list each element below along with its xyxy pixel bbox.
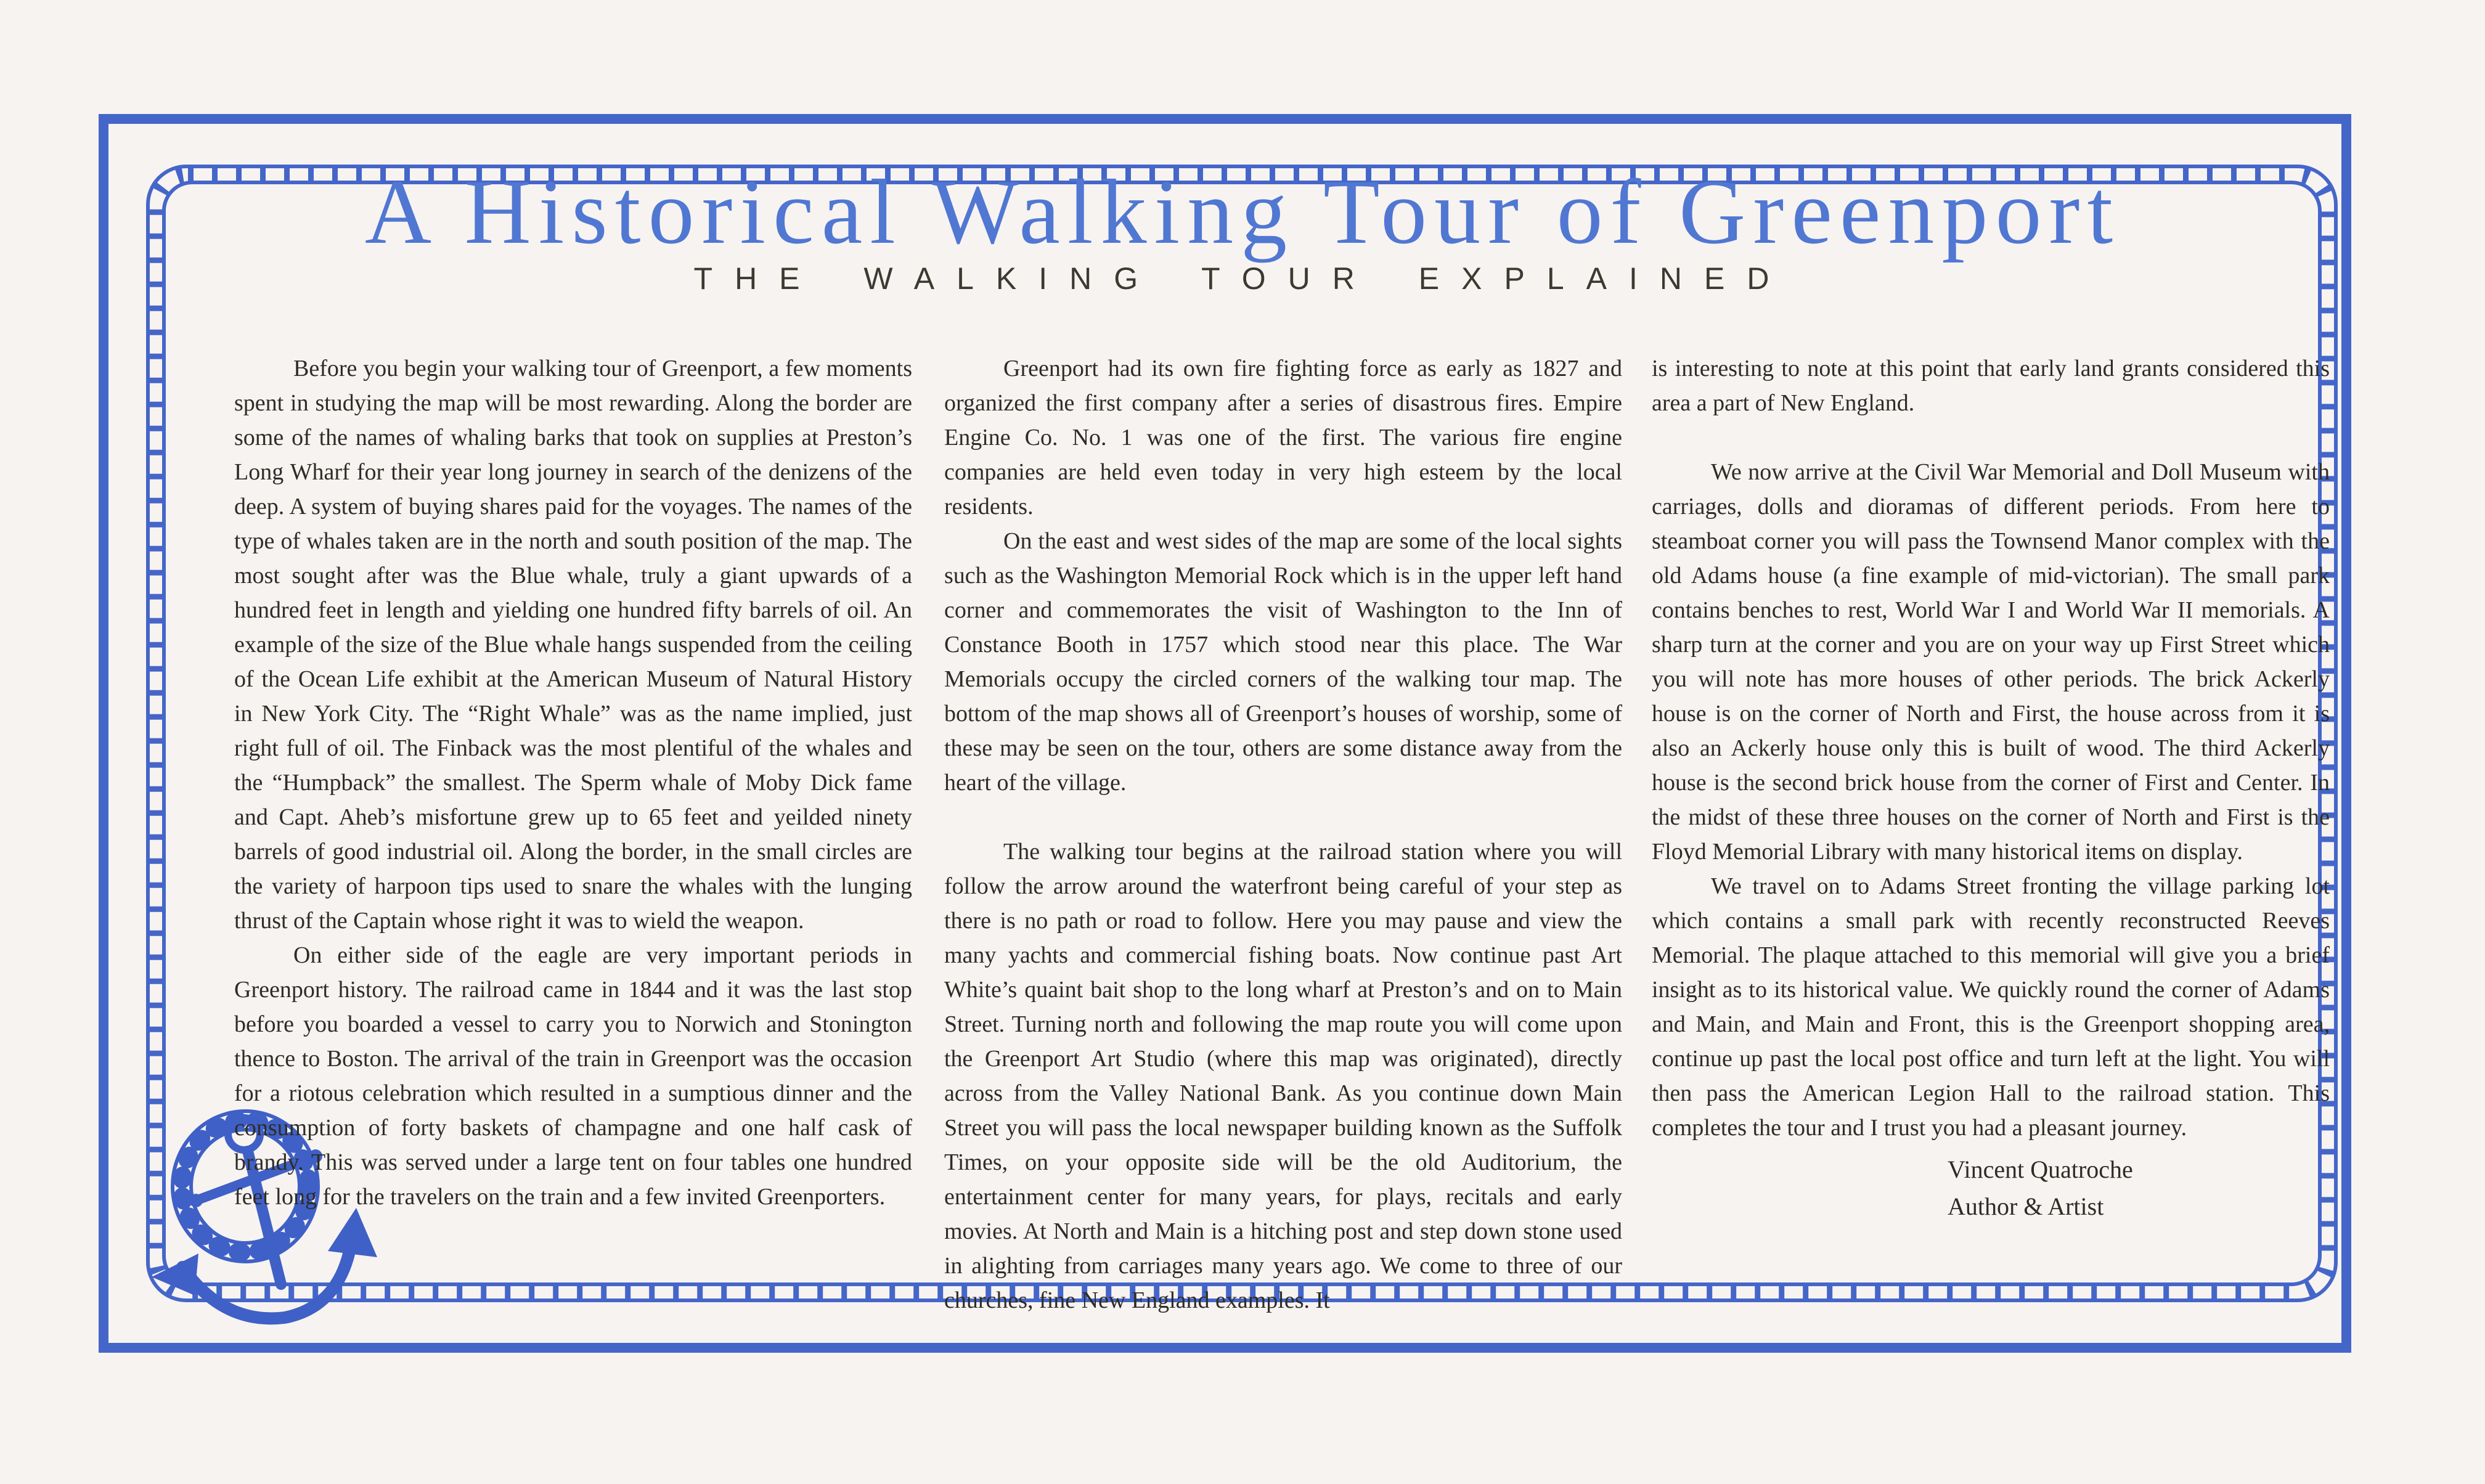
column-3: [1652, 351, 2330, 1225]
signature-role: Author & Artist: [1948, 1192, 2104, 1220]
signature-block: [1652, 1151, 2330, 1225]
paragraph: On the east and west sides of the map are some of the local sights such as the Washington Memorial Rock which is in the upper left hand corner and commemorates the visit of Washington to the Inn of Constance Booth in 1757 which stood near this place. The War Memorials occupy the circled corners of the walking tour map. The bottom of the map shows all of Greenport’s houses of worship, some of these may be seen on the tour, others are some distance away from the heart of the village.: [944, 528, 1622, 796]
paragraph: On either side of the eagle are very important periods in Greenport history. The railroad came in 1844 and it was the last stop before you boarded a vessel to carry you to Norwich and Stonington thence to Boston. The arrival of the train in Greenport was the occasion for a riotous celebration which resulted in a sumptious dinner and the consumption of forty baskets of champagne and one half cask of brandy. This was served under a large tent on four tables one hundred feet long for the travelers on the train and a few invited Greenporters.: [234, 942, 912, 1210]
paragraph: is interesting to note at this point that early land grants considered this area a part of New England.: [1652, 356, 2330, 416]
page-title: A Historical Walking Tour of Greenport: [364, 161, 2121, 263]
heading-block: [0, 161, 2485, 296]
column-2: [944, 351, 1622, 1318]
paragraph: Before you begin your walking tour of Greenport, a few moments spent in studying the map will be most rewarding. Along the border are some of the names of whaling barks that took on supplies at Preston’s Long Wharf for their year long journey in search of the denizens of the deep. A system of buying shares paid for the voyages. The names of the type of whales taken are in the north and south position of the map. The most sought after was the Blue whale, truly a giant upwards of a hundred feet in length and yielding one hundred fifty barrels of oil. An example of the size of the Blue whale hangs suspended from the ceiling of the Ocean Life exhibit at the American Museum of Natural History in New York City. The “Right Whale” was as the name implied, just right full of oil. The Finback was the most plentiful of the whales and the “Humpback” the smallest. The Sperm whale of Moby Dick fame and Capt. Aheb’s misfortune grew up to 65 feet and yeilded ninety barrels of good industrial oil. Along the border, in the small circles are the variety of harpoon tips used to snare the whales with the lunging thrust of the Captain whose right it was to wield the weapon.: [234, 356, 912, 934]
paragraph: Greenport had its own fire fighting force as early as 1827 and organized the first company after a series of disastrous fires. Empire Engine Co. No. 1 was one of the first. The various fire engine companies are held even today in very high esteem by the local residents.: [944, 356, 1622, 520]
paragraph: We now arrive at the Civil War Memorial and Doll Museum with carriages, dolls and dioramas of different periods. From here to steamboat corner you will pass the Townsend Manor complex with the old Adams house (a fine example of mid-victorian). The small park contains benches to rest, World War I and World War II memorials. A sharp turn at the corner and you are on your way up First Street which you will note has more houses of other periods. The brick Ackerly house is on the corner of North and First, the house across from it is also an Ackerly house only this is built of wood. The third Ackerly house is the second brick house from the corner of First and Center. In the midst of these three houses on the corner of North and First is the Floyd Memorial Library with many historical items on display.: [1652, 459, 2330, 865]
page-subtitle: THE WALKING TOUR EXPLAINED: [693, 261, 1792, 296]
paragraph: The walking tour begins at the railroad station where you will follow the arrow around the waterfront being careful of your step as there is no path or road to follow. Here you may pause and view the many yachts and commercial fishing boats. Now continue past Art White’s quaint bait shop to the long wharf at Preston’s and on to Main Street. Turning north and following the map route you will come upon the Greenport Art Studio (where this map was originated), directly across from the Valley National Bank. As you continue down Main Street you will pass the local newspaper building known as the Suffolk Times, on your opposite side will be the old Auditorium, the entertainment center for many years, for plays, recitals and early movies. At North and Main is a hitching post and step down stone used in alighting from carriages many years ago. We come to three of our churches, fine New England examples. It: [944, 839, 1622, 1313]
paragraph: We travel on to Adams Street fronting the village parking lot which contains a small park with recently reconstructed Reeves Memorial. The plaque attached to this memorial will give you a brief insight as to its historical value. We quickly round the corner of Adams and Main, and Main and Front, this is the Greenport shopping area, continue up past the local post office and turn left at the light. You will then pass the American Legion Hall to the railroad station. This completes the tour and I trust you had a pleasant journey.: [1652, 873, 2330, 1141]
signature-name: Vincent Quatroche: [1948, 1156, 2133, 1183]
column-1: [234, 351, 912, 1214]
